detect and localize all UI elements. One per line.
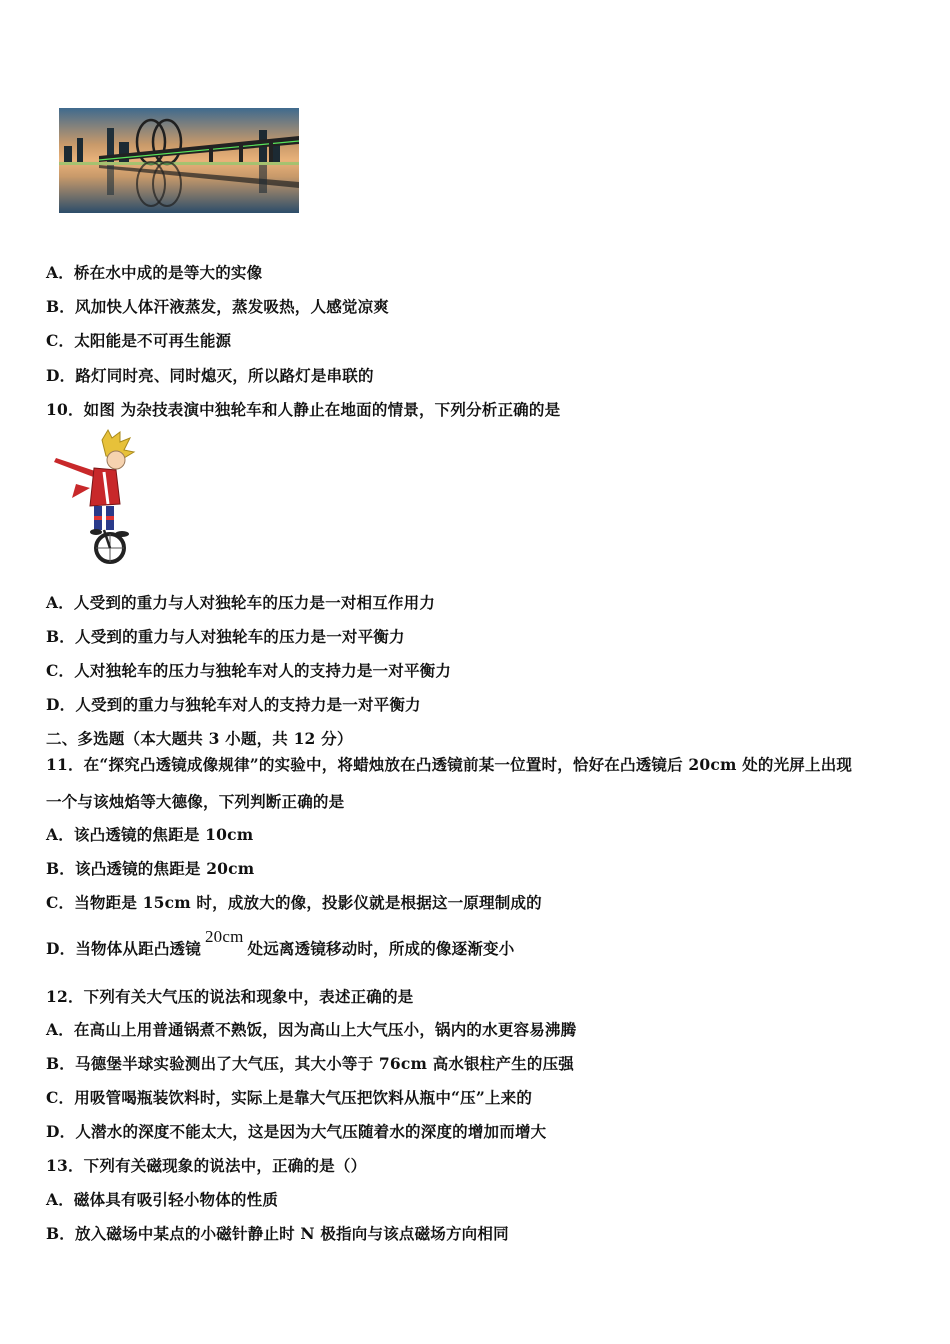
q13-option-a: A．磁体具有吸引轻小物体的性质	[46, 1190, 279, 1209]
q10-option-c: C．人对独轮车的压力与独轮车对人的支持力是一对平衡力	[46, 661, 452, 680]
q11-stem-line2: 一个与该烛焰等大德像，下列判断正确的是	[46, 792, 345, 811]
q10-option-d: D．人受到的重力与独轮车对人的支持力是一对平衡力	[46, 695, 421, 714]
q12-option-c: C．用吸管喝瓶装饮料时，实际上是靠大气压把饮料从瓶中“压”上来的	[46, 1088, 533, 1107]
q10-option-a: A．人受到的重力与人对独轮车的压力是一对相互作用力	[46, 593, 436, 612]
q12-option-b: B．马德堡半球实验测出了大气压，其大小等于 76cm 高水银柱产生的压强	[46, 1054, 575, 1073]
q11-option-a: A．该凸透镜的焦距是 10cm	[46, 825, 254, 844]
q9-option-d: D．路灯同时亮、同时熄灭，所以路灯是串联的	[46, 366, 374, 385]
q12-option-a: A．在高山上用普通锅煮不熟饭，因为高山上大气压小，锅内的水更容易沸腾	[46, 1020, 577, 1039]
q10-option-b: B．人受到的重力与人对独轮车的压力是一对平衡力	[46, 627, 405, 646]
q11-option-d-distance: 20cm	[204, 927, 244, 946]
q11-option-d	[46, 927, 515, 959]
q13-stem: 13．下列有关磁现象的说法中，正确的是（）	[46, 1156, 367, 1175]
q11-option-d-prefix: D．当物体从距凸透镜	[46, 939, 201, 958]
q12-option-d: D．人潜水的深度不能太大，这是因为大气压随着水的深度的增加而增大	[46, 1122, 547, 1141]
q10-stem: 10．如图 为杂技表演中独轮车和人静止在地面的情景，下列分析正确的是	[46, 400, 561, 419]
q11-option-b: B．该凸透镜的焦距是 20cm	[46, 859, 255, 878]
q11-stem-line1: 11．在“探究凸透镜成像规律”的实验中，将蜡烛放在凸透镜前某一位置时，恰好在凸透镜后 20cm 处的光屏上出现	[46, 755, 853, 774]
q13-option-b: B．放入磁场中某点的小磁针静止时 N 极指向与该点磁场方向相同	[46, 1224, 509, 1243]
q9-option-c: C．太阳能是不可再生能源	[46, 331, 232, 350]
q12-stem: 12．下列有关大气压的说法和现象中，表述正确的是	[46, 987, 414, 1006]
bridge-photo	[59, 108, 299, 213]
unicycle-performer-image	[50, 428, 150, 568]
q11-option-d-suffix: 处远离透镜移动时，所成的像逐渐变小	[247, 939, 515, 958]
q11-option-c: C．当物距是 15cm 时，成放大的像，投影仪就是根据这一原理制成的	[46, 893, 542, 912]
section-heading-multiple-choice: 二、多选题（本大题共 3 小题，共 12 分）	[46, 729, 353, 748]
q9-option-b: B．风加快人体汗液蒸发，蒸发吸热，人感觉凉爽	[46, 297, 390, 316]
q9-option-a: A．桥在水中成的是等大的实像	[46, 263, 263, 282]
